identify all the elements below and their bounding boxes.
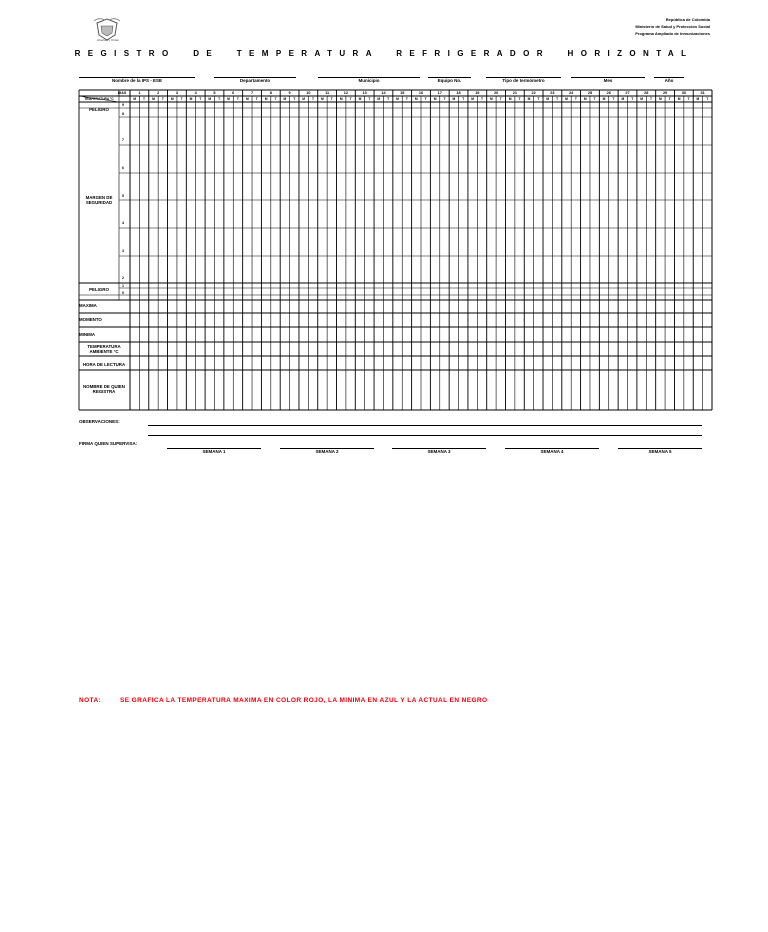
day-number: 31 — [700, 91, 705, 95]
row-minima: MINIMA — [79, 332, 96, 337]
shift-afternoon-label: T — [649, 97, 652, 101]
day-number: 21 — [512, 91, 517, 95]
day-number: 3 — [175, 91, 178, 95]
day-number: 29 — [662, 91, 668, 95]
shift-morning-label: M — [396, 97, 399, 101]
shift-morning-label: M — [133, 97, 137, 101]
day-number: 7 — [250, 91, 254, 95]
semana-1-label: SEMANA 1 — [202, 449, 226, 454]
shift-afternoon-label: T — [368, 97, 371, 101]
day-number: 19 — [475, 91, 480, 95]
shift-morning-label: M — [264, 97, 268, 101]
day-number: 9 — [288, 91, 291, 95]
shift-morning-label: M — [283, 97, 287, 101]
shift-afternoon-label: T — [349, 97, 352, 101]
dias-label: DIAS — [117, 90, 127, 95]
shift-morning-label: M — [508, 97, 512, 101]
firma-label: FIRMA QUIEN SUPERVISA: — [79, 441, 138, 446]
scale-6: 6 — [122, 166, 124, 170]
day-number: 28 — [644, 91, 649, 95]
day-number: 27 — [625, 91, 630, 95]
shift-morning-label: M — [321, 97, 324, 101]
field-mes: Mes — [603, 78, 613, 83]
shift-morning-label: M — [227, 97, 230, 101]
shift-afternoon-label: T — [405, 97, 408, 101]
shift-morning-label: M — [583, 97, 587, 101]
row-margen-seguridad: MARGEN DE SEGURIDAD — [85, 195, 113, 205]
day-number: 16 — [418, 91, 424, 95]
scale-4: 4 — [122, 221, 124, 225]
logo-caption: Libertad y Orden — [96, 38, 120, 42]
shift-afternoon-label: T — [387, 97, 390, 101]
day-number: 14 — [381, 91, 386, 95]
day-number: 5 — [213, 91, 216, 95]
shift-morning-label: M — [565, 97, 568, 101]
day-number: 30 — [681, 91, 686, 95]
shift-morning-label: M — [696, 97, 700, 101]
observaciones-line-2[interactable] — [148, 435, 702, 436]
day-number: 4 — [194, 91, 197, 95]
shift-afternoon-label: T — [274, 97, 277, 101]
temperatura-label: TEMPERATURA °C — [84, 97, 114, 101]
shift-afternoon-label: T — [631, 97, 634, 101]
shift-morning-label: M — [377, 97, 381, 101]
day-number: 20 — [493, 91, 499, 95]
day-number: 15 — [400, 91, 405, 95]
day-number: 10 — [306, 91, 311, 95]
day-number: 26 — [606, 91, 611, 95]
institution-line-2: Ministerio de Salud y Protección Social — [635, 24, 710, 29]
shift-morning-label: M — [546, 97, 550, 101]
semana-3-label: SEMANA 3 — [427, 449, 451, 454]
shift-morning-label: M — [433, 97, 437, 101]
field-departamento: Departamento — [239, 78, 271, 83]
day-number: 6 — [232, 91, 235, 95]
observaciones-line-1[interactable] — [148, 425, 702, 426]
shift-afternoon-label: T — [330, 97, 333, 101]
nota-text: SE GRAFICA LA TEMPERATURA MAXIMA EN COLOR ROJO, LA MINIMA EN AZUL Y LA ACTUAL EN NEGRO — [120, 697, 488, 704]
shift-afternoon-label: T — [218, 97, 221, 101]
page-title: REGISTRO DE TEMPERATURA REFRIGERADOR HORIZONTAL — [74, 49, 694, 58]
semana-5-label: SEMANA 5 — [648, 449, 672, 454]
row-temperatura-ambiente: TEMPERATURA AMBIENTE °C — [87, 344, 121, 354]
day-number: 17 — [437, 91, 442, 95]
shift-afternoon-label: T — [236, 97, 239, 101]
shift-morning-label: M — [245, 97, 249, 101]
scale-5: 5 — [122, 194, 124, 198]
shift-morning-label: M — [490, 97, 493, 101]
scale-3: 3 — [122, 249, 124, 253]
shift-morning-label: M — [339, 97, 343, 101]
shift-morning-label: M — [640, 97, 643, 101]
scale-0: 0 — [122, 291, 124, 295]
shift-morning-label: M — [602, 97, 606, 101]
shift-afternoon-label: T — [255, 97, 258, 101]
shift-morning-label: M — [302, 97, 306, 101]
scale-7: 7 — [122, 138, 124, 142]
semana-2-label: SEMANA 2 — [315, 449, 339, 454]
shift-morning-label: M — [677, 97, 681, 101]
shift-afternoon-label: T — [593, 97, 596, 101]
shift-afternoon-label: T — [293, 97, 296, 101]
day-number: 25 — [587, 91, 593, 95]
shift-morning-label: M — [414, 97, 418, 101]
shift-afternoon-label: T — [706, 97, 709, 101]
day-number: 2 — [157, 91, 160, 95]
row-nombre-registra: NOMBRE DE QUIEN REGISTRA — [83, 384, 125, 394]
shift-morning-label: M — [452, 97, 456, 101]
shift-afternoon-label: T — [312, 97, 315, 101]
nota-label: NOTA: — [79, 697, 102, 704]
shift-afternoon-label: T — [574, 97, 577, 101]
row-peligro-bottom: PELIGRO — [89, 287, 109, 292]
shift-morning-label: M — [170, 97, 174, 101]
shift-afternoon-label: T — [462, 97, 465, 101]
shift-morning-label: M — [208, 97, 212, 101]
row-peligro-top: PELIGRO — [89, 107, 109, 112]
shift-afternoon-label: T — [537, 97, 540, 101]
shift-morning-label: M — [358, 97, 362, 101]
scale-1: 1 — [122, 284, 124, 288]
field-nombre-ips: Nombre de la IPS - ESE — [111, 78, 162, 83]
day-number: 18 — [456, 91, 461, 95]
shift-afternoon-label: T — [161, 97, 164, 101]
shift-afternoon-label: T — [180, 97, 183, 101]
day-number: 24 — [569, 91, 574, 95]
shift-afternoon-label: T — [424, 97, 427, 101]
day-number: 11 — [325, 91, 330, 95]
day-number: 23 — [550, 91, 555, 95]
day-number: 1 — [138, 91, 141, 95]
row-momento: MOMENTO — [79, 317, 102, 322]
day-number: 22 — [531, 91, 536, 95]
shift-afternoon-label: T — [443, 97, 446, 101]
institution-line-3: Programa Ampliado de Inmunizaciones — [635, 31, 710, 36]
scale-8: 8 — [122, 112, 124, 116]
day-number: 8 — [269, 91, 272, 95]
shift-afternoon-label: T — [556, 97, 559, 101]
field-municipio: Municipio — [358, 78, 380, 83]
shift-afternoon-label: T — [668, 97, 671, 101]
shift-afternoon-label: T — [612, 97, 615, 101]
field-anio: Año — [664, 78, 674, 83]
day-number: 13 — [362, 91, 367, 95]
shift-afternoon-label: T — [480, 97, 483, 101]
observaciones-label: OBSERVACIONES: — [79, 419, 120, 424]
day-number: 12 — [343, 91, 349, 95]
shift-afternoon-label: T — [143, 97, 146, 101]
shift-afternoon-label: T — [499, 97, 502, 101]
scale-9: 9 — [122, 103, 124, 107]
shift-morning-label: M — [658, 97, 662, 101]
institution-line-1: República de Colombia — [665, 17, 710, 22]
shift-afternoon-label: T — [687, 97, 690, 101]
shift-morning-label: M — [152, 97, 155, 101]
shift-morning-label: M — [621, 97, 625, 101]
row-maxima: MAXIMA — [79, 303, 97, 308]
semana-4-label: SEMANA 4 — [540, 449, 564, 454]
shift-morning-label: M — [471, 97, 474, 101]
row-hora-lectura: HORA DE LECTURA — [82, 362, 126, 367]
shift-afternoon-label: T — [199, 97, 202, 101]
shift-afternoon-label: T — [518, 97, 521, 101]
shift-morning-label: M — [527, 97, 531, 101]
shift-morning-label: M — [189, 97, 193, 101]
scale-2: 2 — [122, 276, 124, 280]
field-equipo: Equipo No. — [437, 78, 462, 83]
field-tipo-termometro: Tipo de termómetro — [502, 78, 545, 83]
